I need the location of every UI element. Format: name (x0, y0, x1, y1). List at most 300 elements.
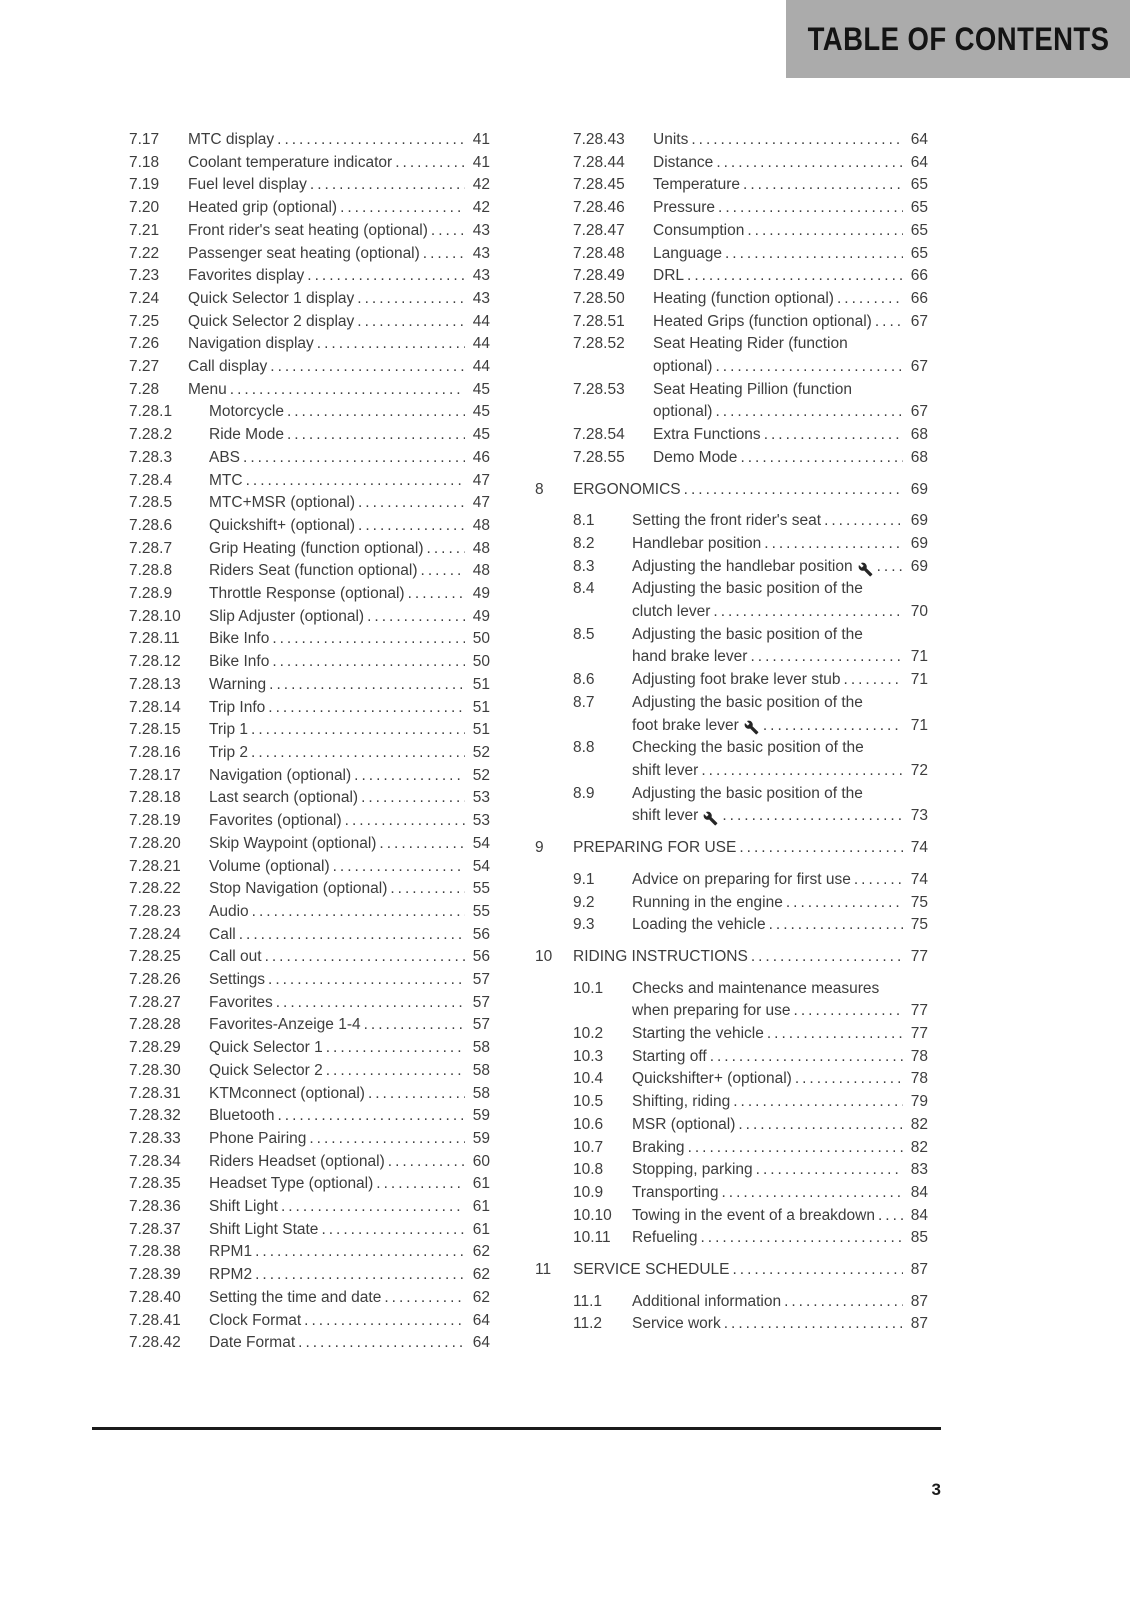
dot-leader (715, 356, 903, 379)
entry-title: Stopping, parking (632, 1161, 753, 1179)
entry-last-line (188, 288, 490, 311)
entry-body (209, 1287, 490, 1310)
entry-page-number: 52 (472, 766, 490, 784)
toc-entry (535, 288, 928, 311)
entry-body (632, 978, 928, 1023)
entry-number: 7.28.32 (129, 1107, 181, 1125)
entry-last-line (632, 715, 928, 738)
toc-entry (91, 651, 490, 674)
entry-number: 7.17 (129, 131, 160, 148)
entry-number: 7.28.10 (129, 607, 181, 625)
entry-page-number: 84 (910, 1183, 928, 1201)
toc-entry (535, 265, 928, 288)
entry-body (188, 265, 490, 288)
entry-title: optional) (653, 403, 713, 421)
dot-leader (710, 1046, 903, 1069)
dot-leader (764, 424, 903, 447)
entry-body (209, 992, 490, 1015)
toc-entry (91, 901, 490, 924)
entry-body (209, 946, 490, 969)
entry-title: Riders Headset (optional) (209, 1152, 385, 1170)
entry-number: 7.18 (129, 153, 160, 171)
entry-last-line (209, 1264, 490, 1287)
entry-number: 7.28.8 (129, 562, 173, 580)
entry-number: 11 (535, 1261, 552, 1279)
entry-title: Stop Navigation (optional) (209, 880, 388, 898)
entry-title: Quick Selector 2 (209, 1061, 323, 1079)
entry-title-line: Adjusting the basic position of the (632, 580, 863, 598)
dot-leader (824, 510, 903, 533)
entry-title: Temperature (653, 176, 741, 194)
entry-title-line: Seat Heating Pillion (function (653, 380, 853, 398)
entry-page-number: 85 (910, 1229, 928, 1247)
entry-body (653, 311, 928, 334)
entry-page-number: 68 (910, 448, 928, 466)
entry-title: Headset Type (optional) (209, 1175, 374, 1193)
entry-title: Units (653, 131, 689, 148)
toc-entry (91, 1105, 490, 1128)
entry-last-line (209, 424, 490, 447)
toc-entry (91, 333, 490, 356)
entry-title-line: Adjusting the basic position of the (632, 693, 863, 711)
toc-entry (91, 220, 490, 243)
entry-last-line (632, 1182, 928, 1205)
entry-title: Quick Selector 2 display (188, 312, 355, 330)
entry-title: Front rider's seat heating (optional) (188, 221, 428, 239)
entry-number: 7.28.2 (129, 426, 173, 444)
entry-number: 7.22 (129, 244, 160, 262)
entry-body (209, 515, 490, 538)
entry-title: Warning (209, 675, 267, 693)
entry-body (632, 892, 928, 915)
entry-body (209, 628, 490, 651)
entry-page-number: 49 (472, 607, 490, 625)
entry-title: shift lever (632, 761, 699, 779)
entry-title: Trip 1 (209, 721, 249, 739)
entry-page-number: 42 (472, 176, 490, 194)
entry-title: when preparing for use (632, 1002, 791, 1020)
entry-title: Slip Adjuster (optional) (209, 607, 365, 625)
entry-title: Running in the engine (632, 893, 783, 911)
entry-number: 7.28.51 (573, 312, 625, 330)
entry-page-number: 53 (472, 789, 490, 807)
entry-title-line: Adjusting the basic position of the (632, 625, 863, 643)
dot-leader (388, 1151, 465, 1174)
entry-body (209, 651, 490, 674)
entry-title-line: Checking the basic position of the (632, 739, 864, 757)
entry-title: Phone Pairing (209, 1129, 307, 1147)
entry-body (209, 878, 490, 901)
entry-body (188, 174, 490, 197)
dot-leader (877, 556, 903, 579)
entry-body (653, 174, 928, 197)
dot-leader (361, 787, 465, 810)
entry-page-number: 64 (910, 131, 928, 148)
dot-leader (738, 1114, 903, 1137)
entry-last-line (632, 1000, 928, 1023)
entry-number: 7.28.37 (129, 1220, 181, 1238)
entry-number: 7.28.12 (129, 653, 181, 671)
entry-body (209, 742, 490, 765)
dot-leader (718, 197, 903, 220)
entry-title: Call display (188, 358, 268, 376)
entry-number: 7.28.34 (129, 1152, 181, 1170)
toc-entry (91, 765, 490, 788)
entry-title: shift lever (632, 807, 699, 825)
entry-page-number: 55 (472, 902, 490, 920)
entry-body (632, 914, 928, 937)
entry-title: Trip 2 (209, 743, 249, 761)
entry-title: Navigation (optional) (209, 766, 352, 784)
entry-title: Handlebar position (632, 534, 762, 552)
entry-number: 7.28.49 (573, 267, 625, 285)
toc-entry (535, 1291, 928, 1314)
entry-title: Quickshifter+ (optional) (632, 1070, 792, 1088)
entry-page-number: 75 (910, 916, 928, 934)
entry-number: 10.6 (573, 1115, 604, 1133)
entry-body (632, 1137, 928, 1160)
dot-leader (691, 129, 903, 152)
toc-entry (91, 470, 490, 493)
entry-body (653, 379, 928, 424)
entry-last-line (188, 174, 490, 197)
dot-leader (368, 1083, 465, 1106)
dot-leader (747, 220, 903, 243)
entry-page-number: 75 (910, 893, 928, 911)
entry-title: Last search (optional) (209, 789, 359, 807)
entry-title: Grip Heating (function optional) (209, 539, 424, 557)
toc-entry (91, 946, 490, 969)
dot-leader (268, 969, 465, 992)
entry-last-line (188, 129, 490, 152)
entry-last-line (188, 333, 490, 356)
toc-entry (91, 1264, 490, 1287)
toc-entry (535, 1114, 928, 1137)
toc-entry (535, 624, 928, 669)
dot-leader (701, 760, 903, 783)
entry-title: ERGONOMICS (573, 480, 681, 498)
entry-title: DRL (653, 267, 685, 285)
entry-page-number: 57 (472, 993, 490, 1011)
entry-title: Pressure (653, 199, 716, 217)
entry-last-line (209, 674, 490, 697)
entry-page-number: 50 (472, 630, 490, 648)
entry-page-number: 71 (910, 716, 928, 734)
entry-title: Heated Grips (function optional) (653, 312, 872, 330)
entry-title: MTC (209, 471, 243, 489)
entry-title: Quick Selector 1 (209, 1039, 323, 1057)
entry-body (209, 538, 490, 561)
entry-page-number: 60 (472, 1152, 490, 1170)
entry-last-line (653, 447, 928, 470)
entry-body (209, 810, 490, 833)
entry-page-number: 82 (910, 1138, 928, 1156)
dot-leader (844, 669, 903, 692)
entry-body (573, 946, 928, 969)
entry-title: PREPARING FOR USE (573, 839, 737, 857)
entry-title: Motorcycle (209, 403, 284, 421)
dot-leader (725, 243, 903, 266)
dot-leader (251, 742, 465, 765)
entry-page-number: 43 (472, 289, 490, 307)
entry-body (632, 533, 928, 556)
dot-leader (786, 892, 903, 915)
entry-body (188, 333, 490, 356)
entry-page-number: 58 (472, 1039, 490, 1057)
entry-page-number: 65 (910, 176, 928, 194)
entry-page-number: 62 (472, 1243, 490, 1261)
entry-page-number: 61 (472, 1220, 490, 1238)
wrench-icon (703, 809, 718, 824)
dot-leader (270, 356, 465, 379)
entry-title: Clock Format (209, 1311, 302, 1329)
entry-body (632, 669, 928, 692)
entry-body (209, 1241, 490, 1264)
dot-leader (763, 715, 903, 738)
toc-entry (91, 515, 490, 538)
entry-last-line (209, 447, 490, 470)
entry-number: 7.28.14 (129, 698, 181, 716)
entry-last-line (653, 197, 928, 220)
entry-title: Favorites-Anzeige 1-4 (209, 1016, 361, 1034)
entry-title: Starting off (632, 1047, 707, 1065)
entry-number: 11.2 (573, 1315, 603, 1333)
entry-number: 8.8 (573, 739, 595, 757)
entry-number: 7.28.11 (129, 630, 180, 648)
toc-entry (91, 719, 490, 742)
entry-title: Refueling (632, 1229, 698, 1247)
entry-page-number: 41 (472, 131, 490, 148)
entry-page-number: 67 (910, 312, 928, 330)
entry-body (209, 401, 490, 424)
entry-body (188, 152, 490, 175)
entry-body (188, 288, 490, 311)
entry-body (209, 1014, 490, 1037)
dot-leader (357, 311, 465, 334)
toc-entry (535, 1068, 928, 1091)
entry-page-number: 67 (910, 403, 928, 421)
entry-title: Starting the vehicle (632, 1025, 764, 1043)
entry-page-number: 69 (910, 480, 928, 498)
entry-last-line (209, 583, 490, 606)
entry-last-line (209, 856, 490, 879)
entry-last-line (632, 1046, 928, 1069)
entry-body (632, 510, 928, 533)
toc-entry (91, 742, 490, 765)
entry-title: Shifting, riding (632, 1093, 731, 1111)
entry-title: Call (209, 925, 236, 943)
entry-body (209, 765, 490, 788)
entry-number: 10.8 (573, 1161, 604, 1179)
entry-last-line (209, 878, 490, 901)
entry-body (632, 1114, 928, 1137)
toc-entry (91, 787, 490, 810)
entry-last-line (209, 1128, 490, 1151)
dot-leader (265, 946, 465, 969)
toc-entry (91, 129, 490, 152)
entry-title: Call out (209, 948, 262, 966)
toc-entry (535, 1182, 928, 1205)
entry-body (632, 1205, 928, 1228)
entry-title: Towing in the event of a breakdown (632, 1206, 875, 1224)
entry-page-number: 45 (472, 380, 490, 398)
toc-entry (535, 424, 928, 447)
entry-body (573, 837, 928, 860)
entry-last-line (209, 1014, 490, 1037)
toc-entry (535, 1137, 928, 1160)
entry-body (632, 1046, 928, 1069)
entry-number: 7.26 (129, 335, 160, 353)
entry-title: Language (653, 244, 722, 262)
entry-last-line (653, 424, 928, 447)
entry-title: Adjusting foot brake lever stub (632, 671, 841, 689)
entry-title: Passenger seat heating (optional) (188, 244, 420, 262)
entry-last-line (209, 924, 490, 947)
entry-body (653, 265, 928, 288)
toc-entry (535, 669, 928, 692)
dot-leader (687, 265, 903, 288)
dot-leader (423, 243, 465, 266)
entry-title: MTC+MSR (optional) (209, 494, 355, 512)
entry-body (632, 783, 928, 828)
entry-body (632, 1227, 928, 1250)
entry-number: 7.28.44 (573, 153, 625, 171)
entry-last-line (209, 1287, 490, 1310)
entry-title: Setting the time and date (209, 1288, 382, 1306)
entry-body (632, 737, 928, 782)
entry-body (188, 197, 490, 220)
entry-number: 8.3 (573, 557, 595, 575)
dot-leader (722, 805, 903, 828)
entry-body (632, 1023, 928, 1046)
dot-leader (795, 1068, 903, 1091)
entry-page-number: 67 (910, 358, 928, 376)
toc-entry (91, 833, 490, 856)
entry-page-number: 78 (910, 1047, 928, 1065)
entry-last-line (632, 1205, 928, 1228)
entry-body (573, 479, 928, 502)
entry-last-line (209, 560, 490, 583)
entry-title: Braking (632, 1138, 685, 1156)
entry-body (209, 674, 490, 697)
entry-last-line (209, 651, 490, 674)
entry-body (209, 1037, 490, 1060)
entry-last-line (188, 197, 490, 220)
dot-leader (715, 401, 903, 424)
entry-last-line (209, 538, 490, 561)
entry-body (209, 901, 490, 924)
entry-last-line (653, 401, 928, 424)
entry-last-line (653, 356, 928, 379)
entry-number: 11.1 (573, 1292, 603, 1310)
entry-page-number: 50 (472, 653, 490, 671)
toc-entry (535, 533, 928, 556)
entry-body (209, 719, 490, 742)
entry-title: Demo Mode (653, 448, 738, 466)
toc-entry (91, 1083, 490, 1106)
entry-body (209, 1060, 490, 1083)
entry-last-line (209, 1241, 490, 1264)
entry-title: Skip Waypoint (optional) (209, 834, 377, 852)
dot-leader (769, 914, 903, 937)
entry-title: Bluetooth (209, 1107, 275, 1125)
entry-last-line (632, 1291, 928, 1314)
dot-leader (298, 1332, 465, 1355)
entry-page-number: 69 (910, 534, 928, 552)
entry-title: Quick Selector 1 display (188, 289, 355, 307)
wrench-icon (858, 560, 873, 575)
dot-leader (255, 1241, 465, 1264)
entry-number: 7.28.9 (129, 585, 173, 603)
entry-body (209, 1310, 490, 1333)
entry-number: 10.1 (573, 979, 604, 997)
entry-number: 10.11 (573, 1229, 611, 1247)
entry-title: ABS (209, 448, 241, 466)
toc-entry (91, 969, 490, 992)
toc-entry (535, 783, 928, 828)
entry-number: 9 (535, 839, 544, 857)
entry-page-number: 51 (472, 721, 490, 739)
entry-page-number: 71 (910, 671, 928, 689)
entry-number: 8.9 (573, 784, 595, 802)
entry-page-number: 78 (910, 1070, 928, 1088)
entry-title: Favorites display (188, 267, 305, 285)
entry-body (209, 470, 490, 493)
toc-entry (91, 401, 490, 424)
entry-title: Shift Light (209, 1198, 278, 1216)
entry-page-number: 69 (910, 512, 928, 530)
dot-leader (724, 1313, 903, 1336)
entry-number: 7.28.36 (129, 1198, 181, 1216)
toc-entry (91, 1332, 490, 1355)
entry-page-number: 74 (910, 839, 928, 857)
dot-leader (756, 1159, 903, 1182)
entry-page-number: 55 (472, 880, 490, 898)
page-title: TABLE OF CONTENTS (807, 20, 1109, 57)
toc-entry (91, 628, 490, 651)
entry-body (209, 1219, 490, 1242)
entry-number: 7.28.1 (129, 403, 173, 421)
toc-entry (91, 1014, 490, 1037)
entry-body (188, 129, 490, 152)
toc-entry (535, 333, 928, 378)
dot-leader (733, 1091, 903, 1114)
entry-page-number: 56 (472, 925, 490, 943)
entry-title: Heating (function optional) (653, 289, 834, 307)
header-band (786, 0, 1130, 78)
toc-entry (535, 737, 928, 782)
toc-entry (535, 1205, 928, 1228)
dot-leader (688, 1137, 903, 1160)
entry-page-number: 79 (910, 1093, 928, 1111)
entry-title: Audio (209, 902, 249, 920)
entry-page-number: 48 (472, 539, 490, 557)
entry-number: 7.28.48 (573, 244, 625, 262)
entry-number: 7.19 (129, 176, 160, 194)
toc-entry (91, 243, 490, 266)
entry-body (653, 243, 928, 266)
entry-last-line (209, 1196, 490, 1219)
entry-title: Favorites (optional) (209, 812, 342, 830)
entry-title: Additional information (632, 1292, 782, 1310)
dot-leader (304, 1310, 465, 1333)
dot-leader (384, 1287, 465, 1310)
entry-page-number: 62 (472, 1266, 490, 1284)
entry-title: Throttle Response (optional) (209, 585, 405, 603)
dot-leader (751, 946, 903, 969)
entry-number: 7.28.45 (573, 176, 625, 194)
dot-leader (272, 628, 465, 651)
